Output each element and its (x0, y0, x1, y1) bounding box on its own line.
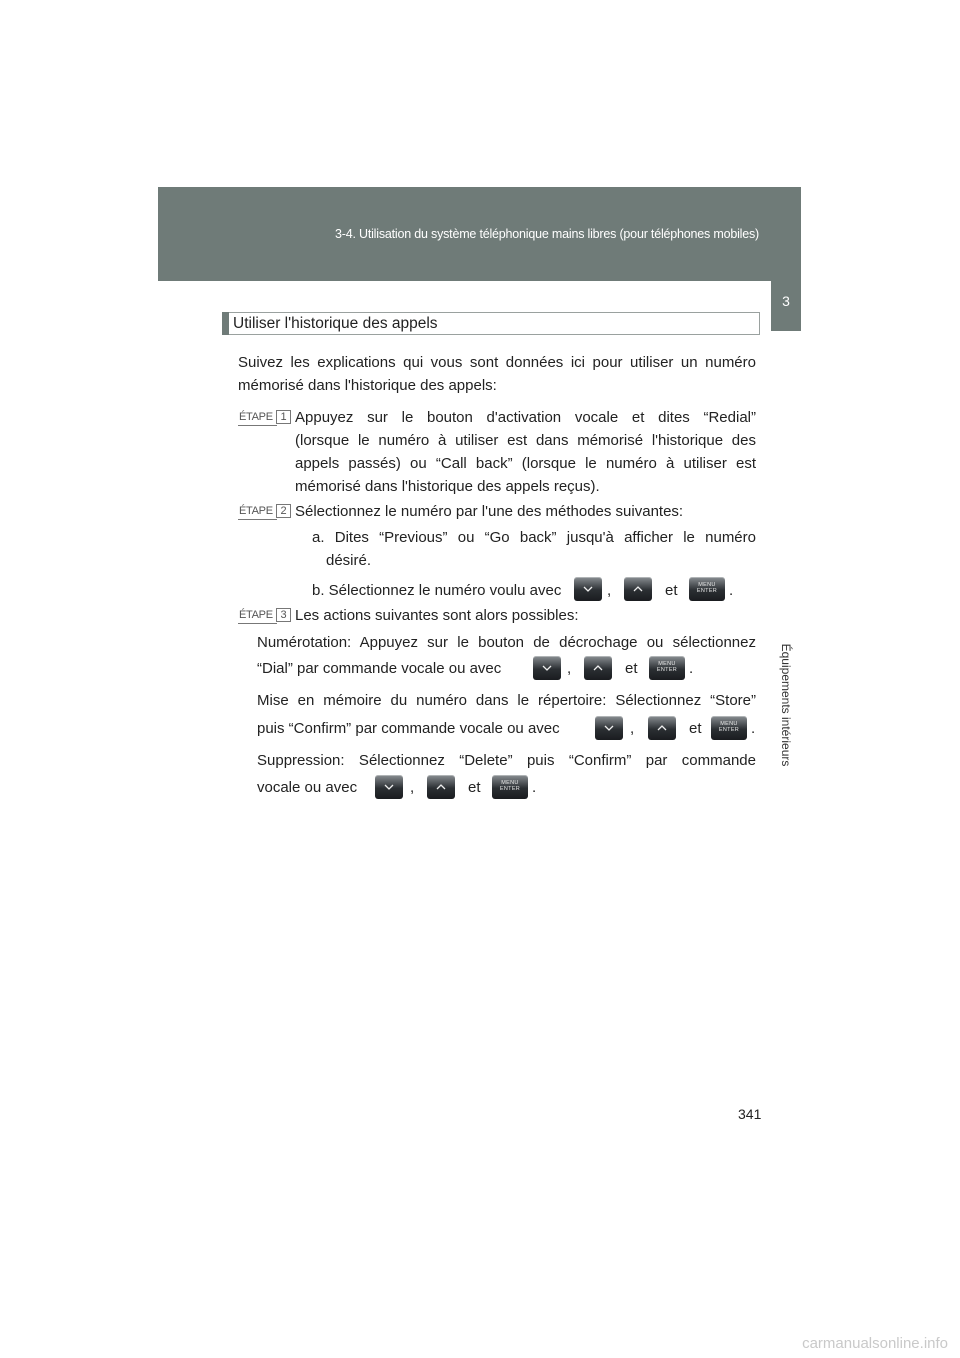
period: . (689, 660, 694, 677)
chevron-down-icon (533, 656, 561, 680)
step-word: ÉTAPE (239, 609, 273, 621)
chevron-up-icon (648, 716, 676, 740)
step-1-line-2: (lorsque le numéro à utiliser est dans mémorisé l'historique des (295, 432, 756, 449)
period: . (729, 582, 734, 599)
step-number: 3 (276, 608, 291, 622)
intro-line-1: Suivez les explications qui vous sont données ici pour utiliser un numéro (238, 354, 756, 371)
step-2-text: Sélectionnez le numéro par l'une des méthodes suivantes: (295, 503, 684, 520)
chevron-down-icon (574, 577, 602, 601)
delete-line-1: Suppression: Sélectionnez “Delete” puis “Confirm” par commande (257, 752, 756, 769)
chapter-label-text: Équipements intérieurs (779, 643, 793, 767)
et-word: et (468, 779, 481, 796)
chapter-label (772, 630, 800, 780)
period: . (751, 720, 756, 737)
up-button (624, 577, 652, 601)
down-button (574, 577, 602, 601)
comma: , (567, 660, 572, 677)
et-word: et (689, 720, 702, 737)
chevron-down-icon (595, 716, 623, 740)
chapter-tab (771, 281, 801, 331)
header-band (158, 187, 801, 281)
store-line-1: Mise en mémoire du numéro dans le répertoire: Sélectionnez “Store” (257, 692, 756, 709)
et-word: et (665, 582, 678, 599)
store-line-2: puis “Confirm” par commande vocale ou avec (257, 720, 560, 737)
menu-enter-button (711, 716, 747, 740)
period: . (532, 779, 537, 796)
step-2-option-a-line-2: désiré. (326, 552, 372, 569)
down-button (533, 656, 561, 680)
section-heading (222, 312, 760, 335)
step-1-line-3: appels passés) ou “Call back” (lorsque le numéro à utiliser est (295, 455, 756, 472)
intro-line-2: mémorisé dans l'historique des appels: (238, 377, 497, 394)
comma: , (630, 720, 635, 737)
step-2-option-b-text: b. Sélectionnez le numéro voulu avec (312, 582, 562, 599)
dial-line-2: “Dial” par commande vocale ou avec (257, 660, 502, 677)
chevron-down-icon (375, 775, 403, 799)
menu-enter-button (649, 656, 685, 680)
comma: , (410, 779, 415, 796)
comma: , (607, 582, 612, 599)
watermark: carmanualsonline.info (802, 1335, 948, 1352)
chapter-number: 3 (782, 293, 790, 309)
up-button (427, 775, 455, 799)
menu-enter-icon: MENU ENTER (696, 582, 718, 594)
chevron-up-icon (584, 656, 612, 680)
up-button (584, 656, 612, 680)
dial-line-1: Numérotation: Appuyez sur le bouton de décrochage ou sélectionnez (257, 634, 756, 651)
menu-enter-button (492, 775, 528, 799)
section-heading-bar (222, 312, 229, 335)
step-number: 1 (276, 410, 291, 424)
header-title: 3-4. Utilisation du système téléphonique mains libres (pour téléphones mobiles) (334, 227, 759, 241)
page-number: 341 (738, 1106, 762, 1122)
et-word: et (625, 660, 638, 677)
down-button (595, 716, 623, 740)
up-button (648, 716, 676, 740)
step-2-label (238, 505, 292, 520)
step-word: ÉTAPE (239, 505, 273, 517)
menu-enter-icon: MENU ENTER (499, 780, 521, 792)
step-1-line-1: Appuyez sur le bouton d'activation vocale et dites “Redial” (295, 409, 756, 426)
step-1-label (238, 411, 292, 426)
step-1-line-4: mémorisé dans l'historique des appels reçus). (295, 478, 600, 495)
step-3-text: Les actions suivantes sont alors possibles: (295, 607, 579, 624)
step-3-label (238, 609, 292, 624)
down-button (375, 775, 403, 799)
menu-enter-button (689, 577, 725, 601)
step-word: ÉTAPE (239, 411, 273, 423)
step-number: 2 (276, 504, 291, 518)
chevron-up-icon (427, 775, 455, 799)
step-2-option-a-line-1: a. Dites “Previous” ou “Go back” jusqu'à afficher le numéro (312, 529, 756, 546)
menu-enter-icon: MENU ENTER (656, 661, 678, 673)
delete-line-2: vocale ou avec (257, 779, 358, 796)
chevron-up-icon (624, 577, 652, 601)
menu-enter-icon: MENU ENTER (718, 721, 740, 733)
section-title: Utiliser l'historique des appels (233, 315, 438, 332)
